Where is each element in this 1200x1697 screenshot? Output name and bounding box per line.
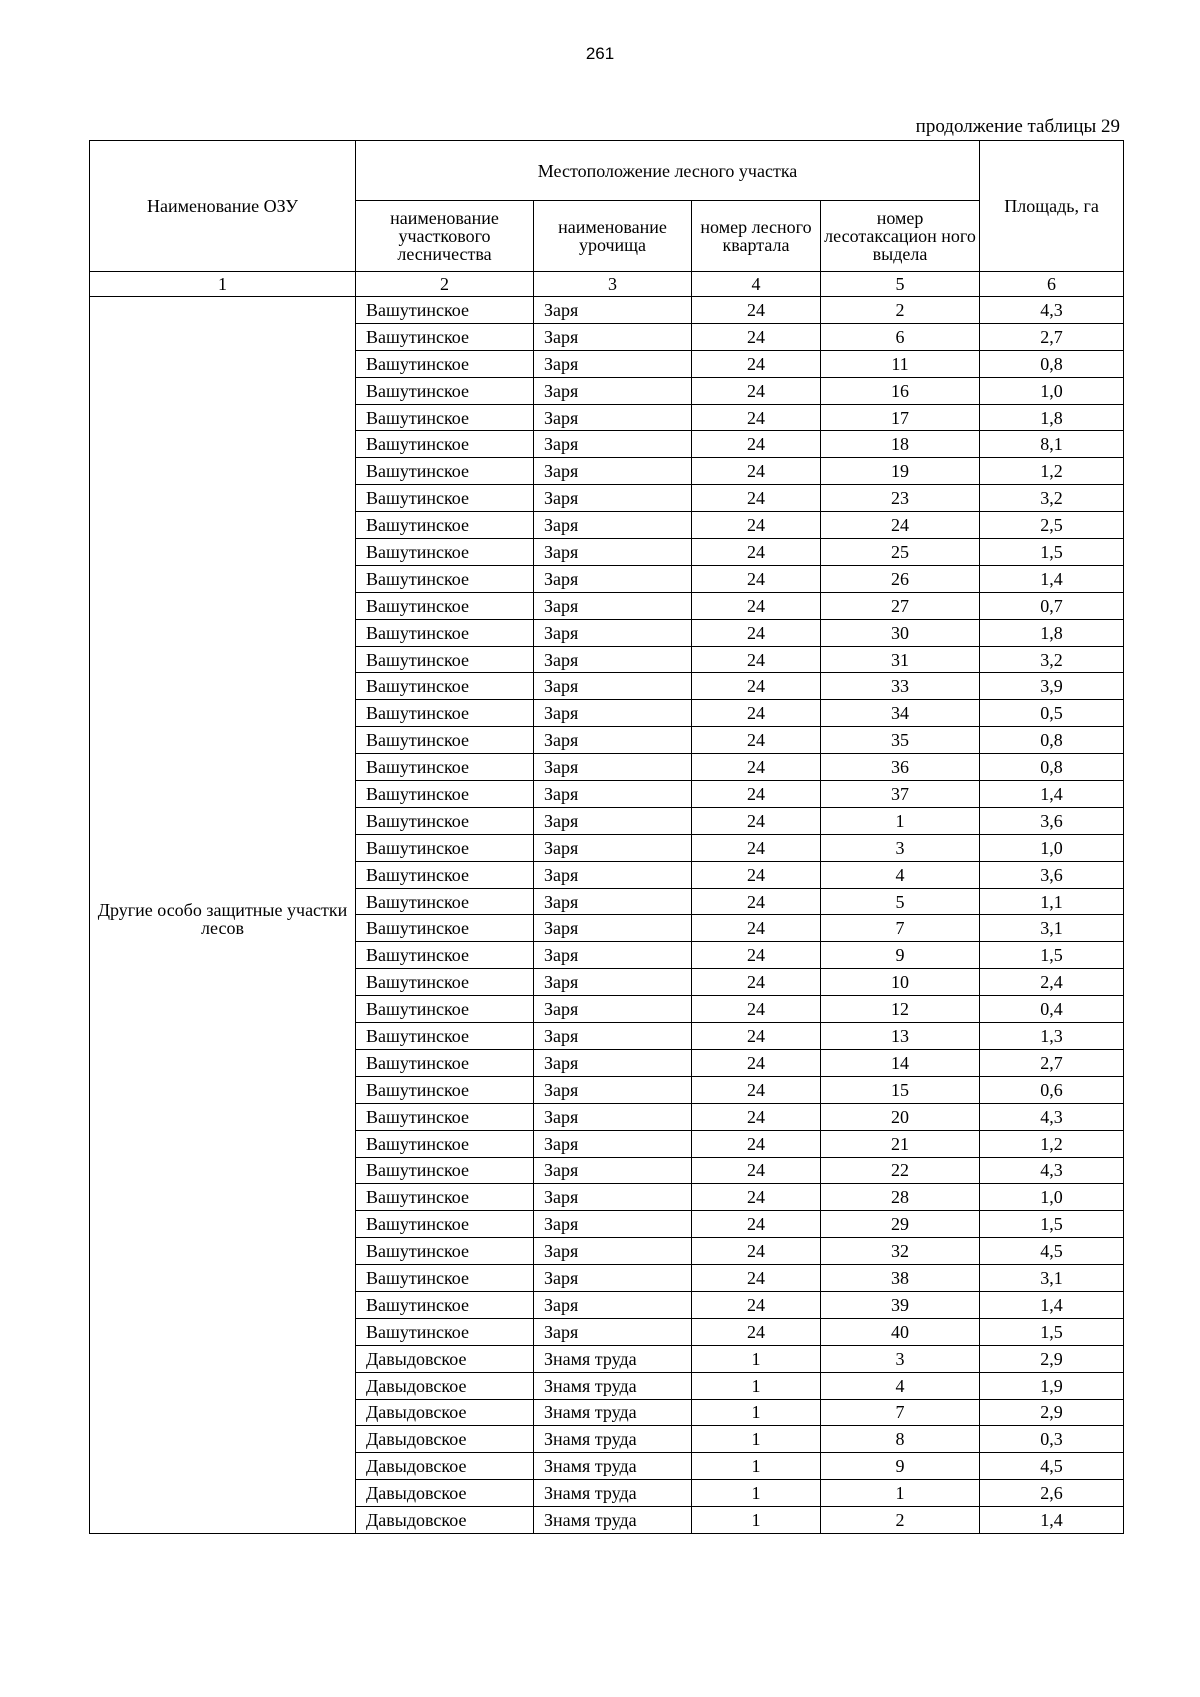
- cell-plot: 26: [821, 565, 980, 592]
- cell-area: 1,4: [980, 781, 1124, 808]
- cell-plot: 37: [821, 781, 980, 808]
- cell-forestry: Вашутинское: [356, 431, 534, 458]
- cell-tract: Заря: [534, 996, 692, 1023]
- cell-tract: Заря: [534, 942, 692, 969]
- cell-plot: 29: [821, 1211, 980, 1238]
- cell-forestry: Давыдовское: [356, 1345, 534, 1372]
- cell-area: 1,0: [980, 1184, 1124, 1211]
- cell-area: 0,7: [980, 592, 1124, 619]
- cell-area: 1,5: [980, 539, 1124, 566]
- cell-tract: Заря: [534, 1130, 692, 1157]
- cell-quarter: 24: [692, 996, 821, 1023]
- column-number: 3: [534, 272, 692, 297]
- header-quarter: номер лесного квартала: [692, 201, 821, 272]
- column-number: 1: [90, 272, 356, 297]
- cell-area: 4,5: [980, 1238, 1124, 1265]
- cell-tract: Заря: [534, 754, 692, 781]
- cell-forestry: Вашутинское: [356, 404, 534, 431]
- cell-area: 3,2: [980, 646, 1124, 673]
- cell-tract: Заря: [534, 807, 692, 834]
- cell-forestry: Вашутинское: [356, 1076, 534, 1103]
- column-number-row: [90, 272, 1124, 297]
- cell-plot: 8: [821, 1426, 980, 1453]
- cell-area: 3,1: [980, 915, 1124, 942]
- cell-tract: Заря: [534, 377, 692, 404]
- cell-quarter: 24: [692, 861, 821, 888]
- cell-plot: 33: [821, 673, 980, 700]
- cell-tract: Заря: [534, 1238, 692, 1265]
- cell-plot: 3: [821, 1345, 980, 1372]
- cell-plot: 31: [821, 646, 980, 673]
- cell-quarter: 24: [692, 807, 821, 834]
- column-number: 6: [980, 272, 1124, 297]
- cell-area: 3,9: [980, 673, 1124, 700]
- cell-plot: 25: [821, 539, 980, 566]
- cell-plot: 7: [821, 915, 980, 942]
- cell-tract: Знамя труда: [534, 1426, 692, 1453]
- cell-forestry: Вашутинское: [356, 323, 534, 350]
- cell-forestry: Вашутинское: [356, 1049, 534, 1076]
- cell-area: 2,6: [980, 1480, 1124, 1507]
- cell-area: 1,8: [980, 619, 1124, 646]
- cell-area: 0,4: [980, 996, 1124, 1023]
- cell-quarter: 24: [692, 834, 821, 861]
- cell-plot: 22: [821, 1157, 980, 1184]
- cell-tract: Заря: [534, 1184, 692, 1211]
- cell-tract: Заря: [534, 1291, 692, 1318]
- cell-quarter: 24: [692, 512, 821, 539]
- cell-quarter: 24: [692, 431, 821, 458]
- cell-forestry: Вашутинское: [356, 754, 534, 781]
- cell-quarter: 24: [692, 485, 821, 512]
- cell-area: 3,2: [980, 485, 1124, 512]
- cell-forestry: Давыдовское: [356, 1372, 534, 1399]
- cell-plot: 28: [821, 1184, 980, 1211]
- cell-area: 4,3: [980, 1157, 1124, 1184]
- column-number: 5: [821, 272, 980, 297]
- cell-plot: 4: [821, 861, 980, 888]
- cell-plot: 11: [821, 350, 980, 377]
- cell-forestry: Вашутинское: [356, 942, 534, 969]
- cell-quarter: 24: [692, 754, 821, 781]
- cell-quarter: 24: [692, 1318, 821, 1345]
- cell-forestry: Вашутинское: [356, 861, 534, 888]
- cell-quarter: 24: [692, 1076, 821, 1103]
- cell-forestry: Давыдовское: [356, 1453, 534, 1480]
- cell-plot: 14: [821, 1049, 980, 1076]
- cell-tract: Заря: [534, 1049, 692, 1076]
- cell-forestry: Вашутинское: [356, 834, 534, 861]
- header-ozu-name: Наименование ОЗУ: [90, 141, 356, 272]
- cell-forestry: Вашутинское: [356, 377, 534, 404]
- cell-area: 1,3: [980, 1023, 1124, 1050]
- cell-plot: 3: [821, 834, 980, 861]
- cell-plot: 1: [821, 807, 980, 834]
- cell-forestry: Вашутинское: [356, 646, 534, 673]
- cell-quarter: 24: [692, 1049, 821, 1076]
- column-number: 4: [692, 272, 821, 297]
- cell-area: 1,4: [980, 1507, 1124, 1534]
- cell-forestry: Вашутинское: [356, 727, 534, 754]
- cell-forestry: Вашутинское: [356, 915, 534, 942]
- cell-tract: Заря: [534, 431, 692, 458]
- cell-area: 0,5: [980, 700, 1124, 727]
- cell-area: 0,8: [980, 754, 1124, 781]
- cell-plot: 23: [821, 485, 980, 512]
- cell-tract: Заря: [534, 1211, 692, 1238]
- cell-tract: Заря: [534, 350, 692, 377]
- ozu-group-name: Другие особо защитные участки лесов: [90, 297, 356, 1534]
- cell-plot: 18: [821, 431, 980, 458]
- cell-plot: 7: [821, 1399, 980, 1426]
- cell-forestry: Вашутинское: [356, 1265, 534, 1292]
- cell-plot: 24: [821, 512, 980, 539]
- table-row: [90, 297, 1124, 324]
- cell-plot: 1: [821, 1480, 980, 1507]
- cell-tract: Заря: [534, 727, 692, 754]
- cell-area: 3,6: [980, 861, 1124, 888]
- cell-plot: 32: [821, 1238, 980, 1265]
- cell-quarter: 1: [692, 1507, 821, 1534]
- cell-area: 1,4: [980, 1291, 1124, 1318]
- cell-area: 1,0: [980, 834, 1124, 861]
- cell-area: 4,3: [980, 1103, 1124, 1130]
- cell-quarter: 24: [692, 1130, 821, 1157]
- cell-plot: 17: [821, 404, 980, 431]
- cell-forestry: Вашутинское: [356, 1318, 534, 1345]
- cell-plot: 21: [821, 1130, 980, 1157]
- cell-area: 4,3: [980, 297, 1124, 324]
- cell-tract: Заря: [534, 323, 692, 350]
- header-area: Площадь, га: [980, 141, 1124, 272]
- cell-quarter: 1: [692, 1480, 821, 1507]
- cell-area: 1,2: [980, 1130, 1124, 1157]
- cell-quarter: 24: [692, 727, 821, 754]
- cell-forestry: Вашутинское: [356, 1184, 534, 1211]
- cell-area: 1,5: [980, 1211, 1124, 1238]
- cell-tract: Заря: [534, 1023, 692, 1050]
- cell-forestry: Вашутинское: [356, 996, 534, 1023]
- cell-area: 2,9: [980, 1399, 1124, 1426]
- cell-plot: 20: [821, 1103, 980, 1130]
- cell-forestry: Вашутинское: [356, 1238, 534, 1265]
- cell-forestry: Вашутинское: [356, 700, 534, 727]
- cell-plot: 9: [821, 1453, 980, 1480]
- cell-area: 2,7: [980, 323, 1124, 350]
- header-forestry: наименование участкового лесничества: [356, 201, 534, 272]
- cell-forestry: Давыдовское: [356, 1480, 534, 1507]
- cell-quarter: 24: [692, 458, 821, 485]
- cell-quarter: 24: [692, 1265, 821, 1292]
- cell-forestry: Вашутинское: [356, 781, 534, 808]
- cell-tract: Заря: [534, 565, 692, 592]
- cell-forestry: Вашутинское: [356, 807, 534, 834]
- cell-area: 3,6: [980, 807, 1124, 834]
- cell-forestry: Вашутинское: [356, 673, 534, 700]
- cell-area: 0,8: [980, 350, 1124, 377]
- cell-tract: Заря: [534, 592, 692, 619]
- cell-area: 4,5: [980, 1453, 1124, 1480]
- cell-quarter: 1: [692, 1399, 821, 1426]
- cell-area: 1,0: [980, 377, 1124, 404]
- cell-quarter: 24: [692, 619, 821, 646]
- data-table: [89, 140, 1124, 1534]
- cell-quarter: 24: [692, 646, 821, 673]
- cell-plot: 19: [821, 458, 980, 485]
- cell-tract: Заря: [534, 646, 692, 673]
- cell-forestry: Вашутинское: [356, 512, 534, 539]
- cell-quarter: 24: [692, 297, 821, 324]
- cell-quarter: 24: [692, 592, 821, 619]
- cell-plot: 40: [821, 1318, 980, 1345]
- cell-tract: Заря: [534, 915, 692, 942]
- cell-tract: Заря: [534, 297, 692, 324]
- cell-quarter: 1: [692, 1372, 821, 1399]
- cell-area: 1,9: [980, 1372, 1124, 1399]
- cell-plot: 6: [821, 323, 980, 350]
- cell-area: 1,8: [980, 404, 1124, 431]
- cell-tract: Заря: [534, 673, 692, 700]
- cell-tract: Заря: [534, 512, 692, 539]
- cell-forestry: Вашутинское: [356, 297, 534, 324]
- cell-tract: Знамя труда: [534, 1399, 692, 1426]
- cell-area: 0,3: [980, 1426, 1124, 1453]
- cell-forestry: Давыдовское: [356, 1507, 534, 1534]
- cell-quarter: 24: [692, 915, 821, 942]
- cell-tract: Знамя труда: [534, 1372, 692, 1399]
- cell-forestry: Вашутинское: [356, 592, 534, 619]
- cell-forestry: Вашутинское: [356, 1291, 534, 1318]
- cell-quarter: 24: [692, 565, 821, 592]
- cell-area: 1,4: [980, 565, 1124, 592]
- cell-tract: Знамя труда: [534, 1453, 692, 1480]
- cell-tract: Заря: [534, 1076, 692, 1103]
- cell-area: 1,5: [980, 942, 1124, 969]
- cell-plot: 9: [821, 942, 980, 969]
- cell-tract: Заря: [534, 834, 692, 861]
- cell-tract: Заря: [534, 1265, 692, 1292]
- cell-quarter: 24: [692, 942, 821, 969]
- cell-quarter: 24: [692, 1023, 821, 1050]
- cell-quarter: 1: [692, 1345, 821, 1372]
- cell-area: 1,5: [980, 1318, 1124, 1345]
- cell-plot: 16: [821, 377, 980, 404]
- cell-plot: 39: [821, 1291, 980, 1318]
- cell-area: 1,2: [980, 458, 1124, 485]
- column-number: 2: [356, 272, 534, 297]
- cell-tract: Заря: [534, 969, 692, 996]
- cell-plot: 10: [821, 969, 980, 996]
- cell-area: 8,1: [980, 431, 1124, 458]
- cell-tract: Знамя труда: [534, 1345, 692, 1372]
- cell-forestry: Вашутинское: [356, 1130, 534, 1157]
- cell-plot: 36: [821, 754, 980, 781]
- cell-quarter: 24: [692, 539, 821, 566]
- cell-area: 1,1: [980, 888, 1124, 915]
- cell-quarter: 24: [692, 1157, 821, 1184]
- cell-plot: 2: [821, 297, 980, 324]
- header-plot: номер лесотаксацион ного выдела: [821, 201, 980, 272]
- cell-plot: 34: [821, 700, 980, 727]
- cell-plot: 35: [821, 727, 980, 754]
- cell-quarter: 24: [692, 673, 821, 700]
- cell-forestry: Вашутинское: [356, 1103, 534, 1130]
- cell-area: 2,5: [980, 512, 1124, 539]
- cell-tract: Заря: [534, 458, 692, 485]
- cell-quarter: 24: [692, 1238, 821, 1265]
- cell-forestry: Вашутинское: [356, 1023, 534, 1050]
- cell-tract: Заря: [534, 1157, 692, 1184]
- cell-quarter: 24: [692, 888, 821, 915]
- cell-forestry: Вашутинское: [356, 969, 534, 996]
- cell-forestry: Вашутинское: [356, 458, 534, 485]
- cell-tract: Заря: [534, 700, 692, 727]
- cell-forestry: Давыдовское: [356, 1426, 534, 1453]
- cell-forestry: Вашутинское: [356, 619, 534, 646]
- cell-forestry: Вашутинское: [356, 565, 534, 592]
- cell-tract: Заря: [534, 861, 692, 888]
- cell-area: 0,8: [980, 727, 1124, 754]
- cell-quarter: 24: [692, 377, 821, 404]
- cell-area: 2,7: [980, 1049, 1124, 1076]
- cell-area: 3,1: [980, 1265, 1124, 1292]
- cell-plot: 13: [821, 1023, 980, 1050]
- header-tract: наименование урочища: [534, 201, 692, 272]
- table-continuation-caption: продолжение таблицы 29: [915, 116, 1120, 137]
- cell-tract: Заря: [534, 1318, 692, 1345]
- cell-quarter: 1: [692, 1426, 821, 1453]
- cell-tract: Заря: [534, 485, 692, 512]
- cell-forestry: Вашутинское: [356, 485, 534, 512]
- cell-quarter: 24: [692, 969, 821, 996]
- cell-plot: 4: [821, 1372, 980, 1399]
- cell-area: 0,6: [980, 1076, 1124, 1103]
- cell-forestry: Вашутинское: [356, 1211, 534, 1238]
- cell-forestry: Вашутинское: [356, 539, 534, 566]
- cell-tract: Заря: [534, 404, 692, 431]
- cell-tract: Заря: [534, 1103, 692, 1130]
- cell-tract: Заря: [534, 539, 692, 566]
- cell-forestry: Вашутинское: [356, 888, 534, 915]
- cell-quarter: 24: [692, 404, 821, 431]
- cell-quarter: 24: [692, 1211, 821, 1238]
- cell-plot: 27: [821, 592, 980, 619]
- page-number: 261: [585, 44, 615, 63]
- cell-forestry: Вашутинское: [356, 1157, 534, 1184]
- cell-plot: 38: [821, 1265, 980, 1292]
- cell-quarter: 24: [692, 350, 821, 377]
- cell-quarter: 24: [692, 323, 821, 350]
- cell-plot: 30: [821, 619, 980, 646]
- cell-tract: Заря: [534, 888, 692, 915]
- cell-area: 2,4: [980, 969, 1124, 996]
- cell-tract: Знамя труда: [534, 1480, 692, 1507]
- table-body: [90, 297, 1124, 1534]
- cell-quarter: 1: [692, 1453, 821, 1480]
- cell-quarter: 24: [692, 700, 821, 727]
- cell-forestry: Вашутинское: [356, 350, 534, 377]
- cell-quarter: 24: [692, 1184, 821, 1211]
- cell-area: 2,9: [980, 1345, 1124, 1372]
- cell-tract: Заря: [534, 619, 692, 646]
- cell-plot: 5: [821, 888, 980, 915]
- cell-forestry: Давыдовское: [356, 1399, 534, 1426]
- cell-tract: Заря: [534, 781, 692, 808]
- cell-tract: Знамя труда: [534, 1507, 692, 1534]
- cell-plot: 12: [821, 996, 980, 1023]
- cell-quarter: 24: [692, 781, 821, 808]
- header-location: Местоположение лесного участка: [356, 141, 980, 201]
- cell-plot: 15: [821, 1076, 980, 1103]
- cell-quarter: 24: [692, 1291, 821, 1318]
- cell-plot: 2: [821, 1507, 980, 1534]
- cell-quarter: 24: [692, 1103, 821, 1130]
